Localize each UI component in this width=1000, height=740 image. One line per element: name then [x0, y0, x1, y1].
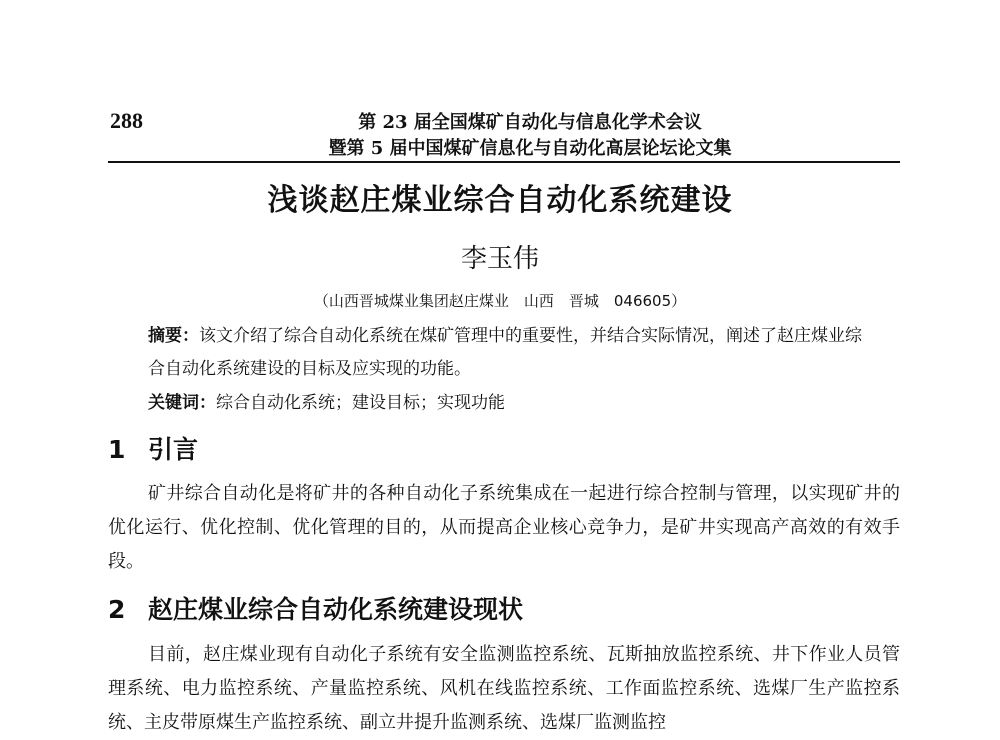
page-number: 288 [110, 108, 143, 133]
abstract-label: 摘要： [148, 326, 199, 346]
section-heading-2 [108, 590, 523, 626]
abstract-text: 该文介绍了综合自动化系统在煤矿管理中的重要性，并结合实际情况，阐述了赵庄煤业综合自动化系统建设的目标及应实现的功能。 [148, 326, 862, 379]
running-header-line-2: 暨第 5 届中国煤矿信息化与自动化高层论坛论文集 [328, 138, 732, 159]
section-1-paragraph: 矿井综合自动化是将矿井的各种自动化子系统集成在一起进行综合控制与管理，以实现矿井的优化运行、优化控制、优化管理的目的，从而提高企业核心竞争力，是矿井实现高产高效的有效手段。 [108, 483, 900, 572]
affiliation: （山西晋城煤业集团赵庄煤业 山西 晋城 046605） [313, 292, 687, 310]
section-number: 1 [108, 435, 126, 464]
keywords-label: 关键词： [148, 393, 216, 413]
abstract [148, 320, 878, 386]
section-2-paragraph: 目前，赵庄煤业现有自动化子系统有安全监测监控系统、瓦斯抽放监控系统、井下作业人员管理系统、电力监控系统、产量监控系统、风机在线监控系统、工作面监控系统、选煤厂生产监控系统、主皮带原煤生产监控系统、副立井提升监测系统、选煤厂监测监控 [108, 644, 900, 733]
keywords [148, 388, 878, 418]
section-title: 赵庄煤业综合自动化系统建设现状 [148, 595, 524, 624]
header-divider [108, 161, 900, 163]
running-header-line-1: 第 23 届全国煤矿自动化与信息化学术会议 [358, 112, 702, 133]
section-number: 2 [108, 595, 126, 624]
section-title: 引言 [148, 435, 199, 464]
section-heading-1 [108, 430, 198, 466]
keywords-text: 综合自动化系统；建设目标；实现功能 [216, 393, 505, 413]
author: 李玉伟 [460, 244, 539, 274]
paper-title: 浅谈赵庄煤业综合自动化系统建设 [267, 183, 733, 218]
